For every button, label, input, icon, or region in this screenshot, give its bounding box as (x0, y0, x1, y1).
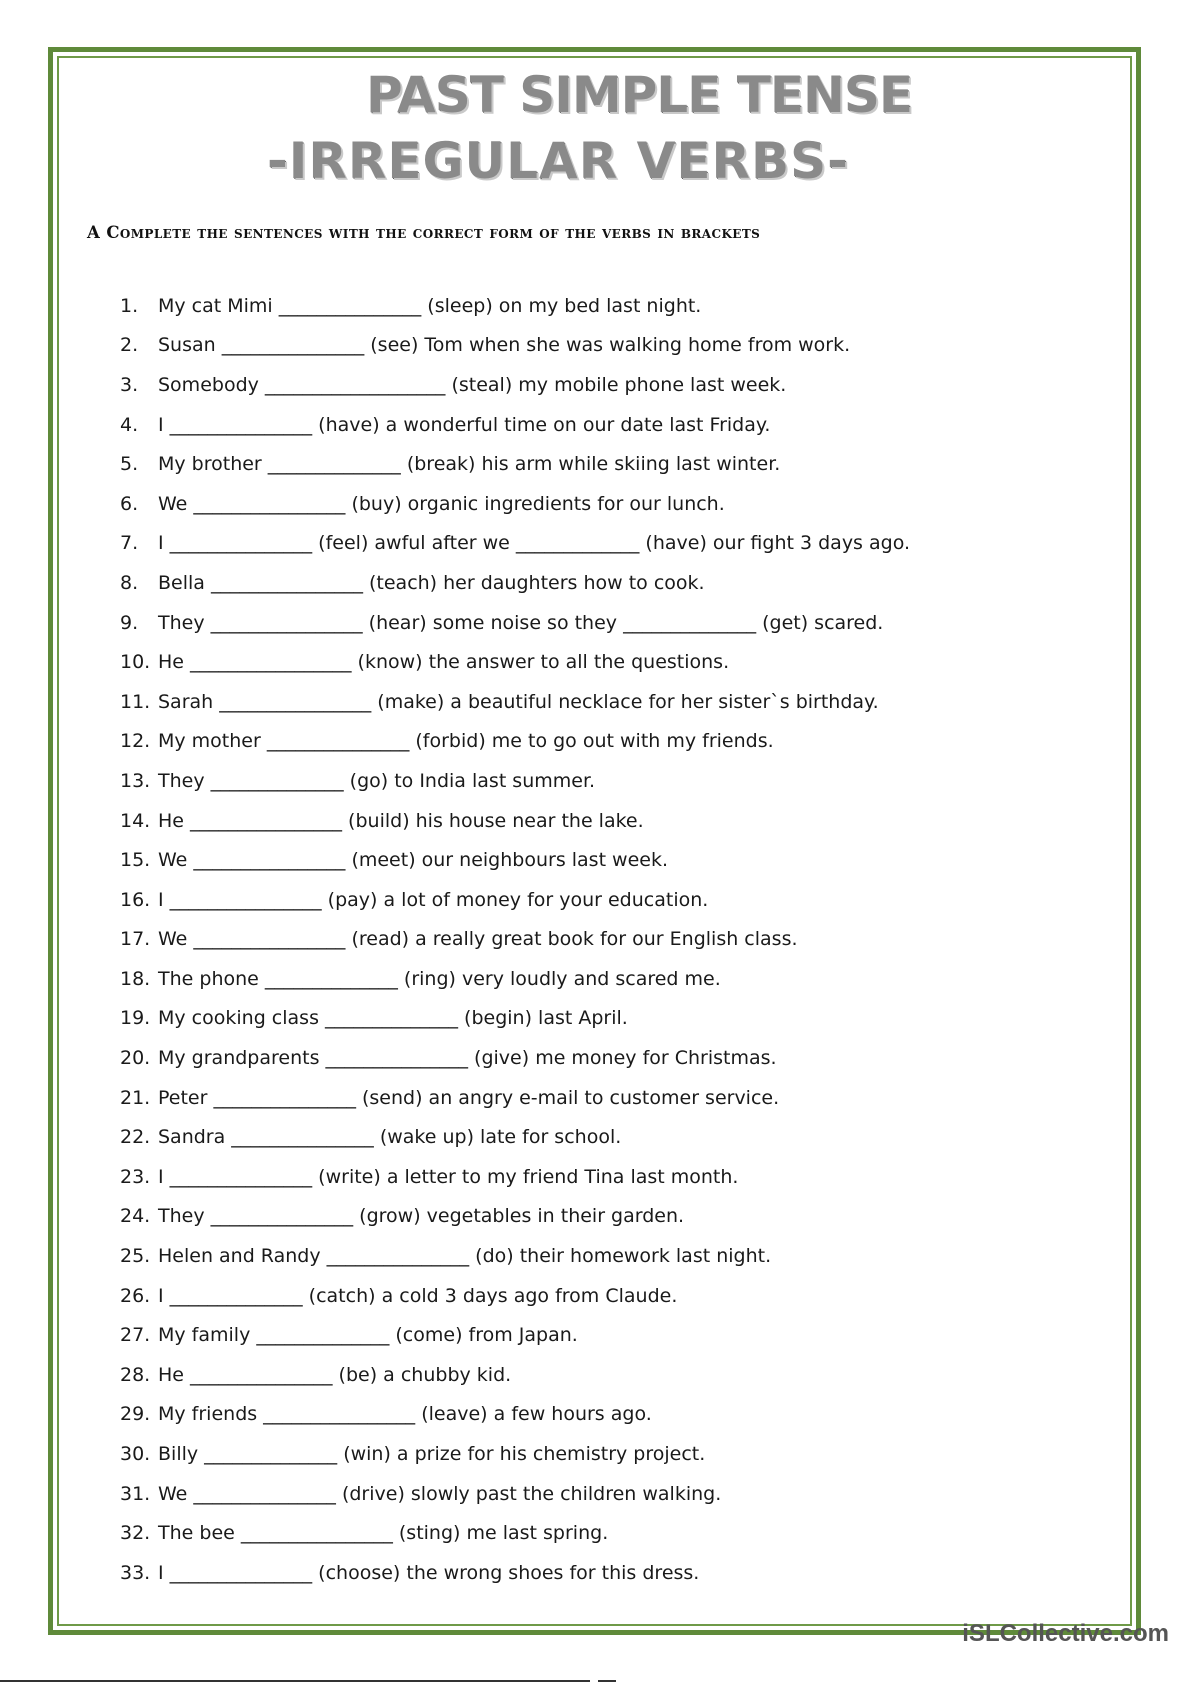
exercise-item (120, 326, 910, 366)
exercise-item-number: 2. (120, 334, 139, 357)
exercise-item-number: 4. (120, 413, 139, 436)
page-bottom-rule-short (598, 1680, 616, 1682)
exercise-item (120, 880, 910, 920)
exercise-item-number: 8. (120, 571, 139, 594)
exercise-item-number: 18. (120, 967, 151, 990)
exercise-item-sentence: They ______________ (go) to India last summer. (158, 769, 596, 792)
exercise-item-sentence: Sandra _______________ (wake up) late for school. (158, 1126, 622, 1149)
exercise-item-number: 24. (120, 1205, 151, 1228)
exercise-item-sentence: I _______________ (choose) the wrong shoes for this dress. (158, 1561, 700, 1584)
exercise-list (120, 286, 910, 1593)
exercise-item-number: 15. (120, 849, 151, 872)
exercise-item-sentence: Billy ______________ (win) a prize for his chemistry project. (158, 1443, 706, 1466)
exercise-item (120, 682, 910, 722)
exercise-item-sentence: I ________________ (pay) a lot of money for your education. (158, 888, 709, 911)
site-watermark: iSLCollective.com (962, 1620, 1169, 1647)
exercise-item-number: 31. (120, 1482, 151, 1505)
exercise-item-number: 17. (120, 928, 151, 951)
exercise-item-number: 29. (120, 1403, 151, 1426)
exercise-item-sentence: My grandparents _______________ (give) me money for Christmas. (158, 1047, 777, 1070)
exercise-item-number: 33. (120, 1561, 151, 1584)
exercise-item-sentence: We ________________ (read) a really great book for our English class. (158, 928, 798, 951)
exercise-item (120, 1078, 910, 1118)
exercise-item-sentence: My family ______________ (come) from Japan. (158, 1324, 578, 1347)
exercise-item (120, 999, 910, 1039)
exercise-item-number: 10. (120, 651, 151, 674)
exercise-item-number: 26. (120, 1284, 151, 1307)
exercise-item-sentence: Susan _______________ (see) Tom when she was walking home from work. (158, 334, 851, 357)
exercise-item-number: 27. (120, 1324, 151, 1347)
exercise-item-sentence: Helen and Randy _______________ (do) their homework last night. (158, 1245, 772, 1268)
worksheet-title-line-1: PAST SIMPLE TENSE (366, 66, 912, 124)
exercise-item-sentence: My mother _______________ (forbid) me to go out with my friends. (158, 730, 774, 753)
exercise-item (120, 920, 910, 960)
exercise-item (120, 1395, 910, 1435)
exercise-item-sentence: They ________________ (hear) some noise so they ______________ (get) scared. (158, 611, 884, 634)
exercise-item-sentence: He _________________ (know) the answer to all the questions. (158, 651, 730, 674)
exercise-item-sentence: We ________________ (meet) our neighbours last week. (158, 849, 669, 872)
exercise-item-sentence: The bee ________________ (sting) me last spring. (158, 1522, 609, 1545)
exercise-item-number: 25. (120, 1245, 151, 1268)
exercise-item (120, 1038, 910, 1078)
exercise-item-sentence: I _______________ (have) a wonderful time on our date last Friday. (158, 413, 771, 436)
exercise-item-number: 5. (120, 453, 139, 476)
page-bottom-rule (0, 1680, 590, 1682)
exercise-item-sentence: My friends ________________ (leave) a few hours ago. (158, 1403, 652, 1426)
exercise-item (120, 1434, 910, 1474)
exercise-item (120, 286, 910, 326)
exercise-item (120, 405, 910, 445)
exercise-item (120, 840, 910, 880)
exercise-item (120, 1117, 910, 1157)
exercise-item (120, 1474, 910, 1514)
exercise-item-sentence: My brother ______________ (break) his arm while skiing last winter. (158, 453, 781, 476)
exercise-item-number: 28. (120, 1363, 151, 1386)
exercise-item-sentence: He ________________ (build) his house near the lake. (158, 809, 644, 832)
exercise-item (120, 1197, 910, 1237)
exercise-item (120, 484, 910, 524)
exercise-item-sentence: Bella ________________ (teach) her daughters how to cook. (158, 571, 705, 594)
exercise-item-number: 30. (120, 1443, 151, 1466)
exercise-item-sentence: Peter _______________ (send) an angry e-mail to customer service. (158, 1086, 780, 1109)
exercise-item-number: 21. (120, 1086, 151, 1109)
exercise-item-sentence: They _______________ (grow) vegetables in their garden. (158, 1205, 685, 1228)
exercise-item-number: 1. (120, 294, 139, 317)
exercise-item (120, 603, 910, 643)
exercise-item-sentence: We ________________ (buy) organic ingredients for our lunch. (158, 492, 725, 515)
exercise-item-sentence: My cooking class ______________ (begin) last April. (158, 1007, 628, 1030)
exercise-item-number: 20. (120, 1047, 151, 1070)
exercise-item (120, 1553, 910, 1593)
exercise-item (120, 524, 910, 564)
exercise-item-number: 22. (120, 1126, 151, 1149)
exercise-item-number: 16. (120, 888, 151, 911)
exercise-item (120, 1315, 910, 1355)
exercise-item-sentence: My cat Mimi _______________ (sleep) on my bed last night. (158, 294, 702, 317)
exercise-item-number: 14. (120, 809, 151, 832)
exercise-item-number: 3. (120, 373, 139, 396)
exercise-item-sentence: The phone ______________ (ring) very loudly and scared me. (158, 967, 721, 990)
exercise-item-number: 9. (120, 611, 139, 634)
exercise-item-number: 11. (120, 690, 151, 713)
exercise-item-number: 13. (120, 769, 151, 792)
exercise-item (120, 642, 910, 682)
exercise-item (120, 1157, 910, 1197)
exercise-item (120, 1355, 910, 1395)
exercise-item-number: 32. (120, 1522, 151, 1545)
exercise-item (120, 444, 910, 484)
exercise-item (120, 1236, 910, 1276)
exercise-item-number: 12. (120, 730, 151, 753)
exercise-item-number: 19. (120, 1007, 151, 1030)
exercise-item (120, 801, 910, 841)
exercise-item (120, 563, 910, 603)
worksheet-title-line-2: -IRREGULAR VERBS- (267, 132, 849, 190)
exercise-item-sentence: Sarah ________________ (make) a beautiful necklace for her sister`s birthday. (158, 690, 879, 713)
exercise-item-number: 7. (120, 532, 139, 555)
exercise-item (120, 761, 910, 801)
exercise-item-sentence: I _______________ (feel) awful after we _____________ (have) our fight 3 days ago. (158, 532, 911, 555)
exercise-item (120, 1276, 910, 1316)
exercise-item (120, 1513, 910, 1553)
exercise-item-sentence: I _______________ (write) a letter to my friend Tina last month. (158, 1165, 739, 1188)
exercise-instruction: A Complete the sentences with the correct form of the verbs in brackets (87, 223, 761, 242)
exercise-item (120, 722, 910, 762)
exercise-item-number: 23. (120, 1165, 151, 1188)
exercise-item-sentence: I ______________ (catch) a cold 3 days ago from Claude. (158, 1284, 678, 1307)
exercise-item-number: 6. (120, 492, 139, 515)
exercise-item-sentence: He _______________ (be) a chubby kid. (158, 1363, 512, 1386)
exercise-item-sentence: We _______________ (drive) slowly past the children walking. (158, 1482, 722, 1505)
exercise-item (120, 365, 910, 405)
exercise-item-sentence: Somebody ___________________ (steal) my mobile phone last week. (158, 373, 787, 396)
exercise-item (120, 959, 910, 999)
